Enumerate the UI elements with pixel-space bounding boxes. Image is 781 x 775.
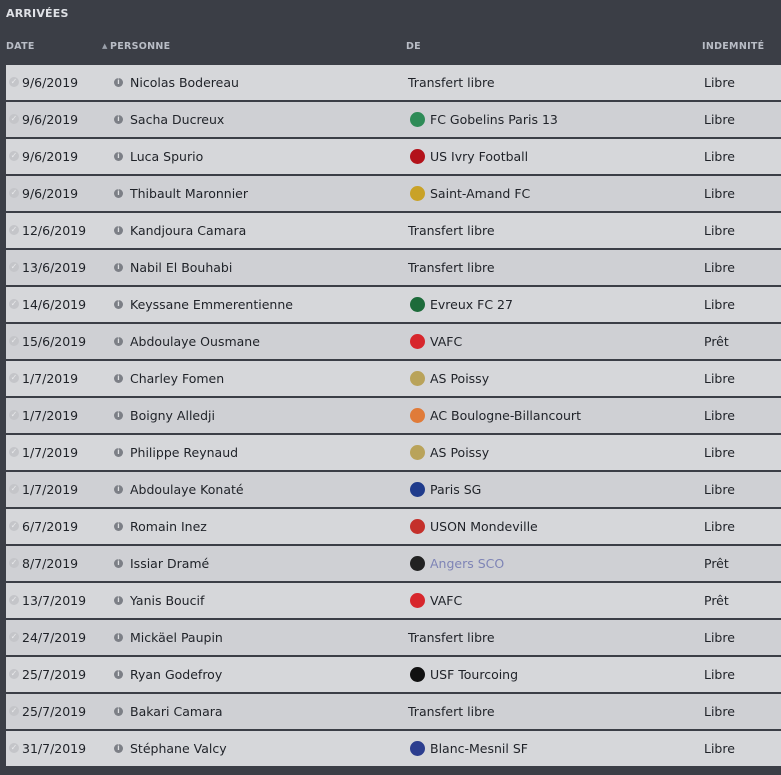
info-icon[interactable]: i [114,707,123,716]
check-icon: ✓ [10,225,18,234]
info-icon[interactable]: i [114,670,123,679]
info-icon[interactable]: i [114,78,123,87]
row-from-club[interactable]: Evreux FC 27 [430,297,513,312]
info-icon[interactable]: i [114,189,123,198]
ivry-crest-icon [410,149,425,164]
row-fee: Libre [704,445,735,460]
row-person-name[interactable]: Nicolas Bodereau [130,75,239,90]
info-icon[interactable]: i [114,744,123,753]
check-icon: ✓ [10,595,18,604]
row-fee: Libre [704,260,735,275]
row-from-club[interactable]: USON Mondeville [430,519,538,534]
info-icon[interactable]: i [114,559,123,568]
saint-amand-crest-icon [410,186,425,201]
row-date: 1/7/2019 [22,371,79,386]
blanc-mesnil-crest-icon [410,741,425,756]
angers-crest-icon [410,556,425,571]
table-row[interactable] [6,176,781,211]
check-icon: ✓ [10,632,18,641]
row-person-name[interactable]: Stéphane Valcy [130,741,227,756]
row-date: 15/6/2019 [22,334,87,349]
row-date: 12/6/2019 [22,223,87,238]
info-icon[interactable]: i [114,152,123,161]
row-fee: Libre [704,667,735,682]
row-fee: Prêt [704,593,729,608]
table-row[interactable] [6,731,781,766]
row-person-name[interactable]: Bakari Camara [130,704,223,719]
row-date: 25/7/2019 [22,667,87,682]
check-icon: ✓ [10,77,18,86]
table-row[interactable] [6,213,781,248]
row-fee: Libre [704,112,735,127]
column-header-from[interactable]: DE [406,41,421,52]
row-fee: Libre [704,630,735,645]
row-person-name[interactable]: Abdoulaye Konaté [130,482,244,497]
row-from-club[interactable]: VAFC [430,593,463,608]
info-icon[interactable]: i [114,596,123,605]
section-title: ARRIVÉES [6,7,69,20]
row-from-club: Transfert libre [408,75,495,90]
row-from-club: Transfert libre [408,260,495,275]
row-person-name[interactable]: Nabil El Bouhabi [130,260,233,275]
column-header-fee[interactable]: INDEMNITÉ [702,41,765,52]
check-icon: ✓ [10,447,18,456]
table-row[interactable] [6,324,781,359]
check-icon: ✓ [10,669,18,678]
poissy-crest-icon [410,445,425,460]
row-person-name[interactable]: Philippe Reynaud [130,445,239,460]
check-icon: ✓ [10,188,18,197]
row-fee: Libre [704,704,735,719]
table-row[interactable] [6,102,781,137]
table-row[interactable] [6,287,781,322]
row-from-club[interactable]: Blanc-Mesnil SF [430,741,528,756]
row-fee: Libre [704,371,735,386]
check-icon: ✓ [10,410,18,419]
row-from-club[interactable]: AS Poissy [430,445,490,460]
row-person-name[interactable]: Issiar Dramé [130,556,210,571]
info-icon[interactable]: i [114,522,123,531]
row-date: 1/7/2019 [22,482,79,497]
row-from-club[interactable]: AS Poissy [430,371,490,386]
row-person-name[interactable]: Ryan Godefroy [130,667,223,682]
row-person-name[interactable]: Thibault Maronnier [130,186,248,201]
row-date: 9/6/2019 [22,149,79,164]
row-fee: Prêt [704,334,729,349]
row-fee: Libre [704,186,735,201]
table-row[interactable] [6,694,781,729]
table-row[interactable] [6,361,781,396]
table-row[interactable] [6,435,781,470]
check-icon: ✓ [10,151,18,160]
row-from-club: Transfert libre [408,630,495,645]
check-icon: ✓ [10,336,18,345]
info-icon[interactable]: i [114,115,123,124]
row-person-name[interactable]: Mickäel Paupin [130,630,223,645]
check-icon: ✓ [10,706,18,715]
row-person-name[interactable]: Luca Spurio [130,149,204,164]
tourcoing-crest-icon [410,667,425,682]
row-person-name[interactable]: Charley Fomen [130,371,225,386]
row-from-club[interactable]: Saint-Amand FC [430,186,531,201]
table-row[interactable] [6,65,781,100]
column-header-person[interactable]: PERSONNE [110,41,171,52]
row-person-name[interactable]: Kandjoura Camara [130,223,247,238]
row-fee: Prêt [704,556,729,571]
row-fee: Libre [704,223,735,238]
table-row[interactable] [6,250,781,285]
table-row[interactable] [6,398,781,433]
row-person-name[interactable]: Boigny Alledji [130,408,215,423]
row-date: 9/6/2019 [22,112,79,127]
row-date: 9/6/2019 [22,186,79,201]
info-icon[interactable]: i [114,300,123,309]
row-date: 25/7/2019 [22,704,87,719]
column-header-date[interactable]: DATE [6,41,35,52]
row-from-club[interactable]: AC Boulogne-Billancourt [430,408,581,423]
row-fee: Libre [704,519,735,534]
table-row[interactable] [6,509,781,544]
row-date: 9/6/2019 [22,75,79,90]
table-row[interactable] [6,139,781,174]
row-fee: Libre [704,482,735,497]
row-fee: Libre [704,741,735,756]
evreux-crest-icon [410,297,425,312]
vafc-crest-icon [410,593,425,608]
row-date: 1/7/2019 [22,445,79,460]
row-person-name[interactable]: Yanis Boucif [130,593,205,608]
table-row[interactable] [6,657,781,692]
row-person-name[interactable]: Romain Inez [130,519,207,534]
row-date: 8/7/2019 [22,556,79,571]
row-from-club[interactable]: US Ivry Football [430,149,529,164]
gobelins-crest-icon [410,112,425,127]
row-date: 13/7/2019 [22,593,87,608]
row-fee: Libre [704,75,735,90]
row-date: 14/6/2019 [22,297,87,312]
row-date: 31/7/2019 [22,741,87,756]
row-date: 24/7/2019 [22,630,87,645]
boulogne-crest-icon [410,408,425,423]
row-from-club: Transfert libre [408,704,495,719]
vafc-crest-icon [410,334,425,349]
table-row[interactable] [6,546,781,581]
row-fee: Libre [704,149,735,164]
check-icon: ✓ [10,114,18,123]
row-date: 6/7/2019 [22,519,79,534]
info-icon[interactable]: i [114,226,123,235]
row-from-club[interactable]: Paris SG [430,482,482,497]
table-header [0,38,781,58]
row-fee: Libre [704,408,735,423]
check-icon: ✓ [10,521,18,530]
check-icon: ✓ [10,484,18,493]
row-date: 1/7/2019 [22,408,79,423]
info-icon[interactable]: i [114,374,123,383]
row-fee: Libre [704,297,735,312]
check-icon: ✓ [10,299,18,308]
info-icon[interactable]: i [114,485,123,494]
check-icon: ✓ [10,558,18,567]
table-row[interactable] [6,620,781,655]
poissy-crest-icon [410,371,425,386]
check-icon: ✓ [10,262,18,271]
row-from-club[interactable]: VAFC [430,334,463,349]
row-date: 13/6/2019 [22,260,87,275]
check-icon: ✓ [10,743,18,752]
transfers-table [6,65,781,768]
row-person-name[interactable]: Keyssane Emmerentienne [130,297,293,312]
info-icon[interactable]: i [114,411,123,420]
mondeville-crest-icon [410,519,425,534]
info-icon[interactable]: i [114,263,123,272]
table-row[interactable] [6,583,781,618]
sort-ascending-icon: ▲ [102,42,108,50]
info-icon[interactable]: i [114,633,123,642]
row-person-name[interactable]: Abdoulaye Ousmane [130,334,260,349]
info-icon[interactable]: i [114,448,123,457]
info-icon[interactable]: i [114,337,123,346]
row-from-club[interactable]: Angers SCO [430,556,505,571]
row-from-club[interactable]: FC Gobelins Paris 13 [430,112,558,127]
check-icon: ✓ [10,373,18,382]
row-person-name[interactable]: Sacha Ducreux [130,112,225,127]
table-row[interactable] [6,472,781,507]
psg-crest-icon [410,482,425,497]
row-from-club: Transfert libre [408,223,495,238]
row-from-club[interactable]: USF Tourcoing [430,667,519,682]
